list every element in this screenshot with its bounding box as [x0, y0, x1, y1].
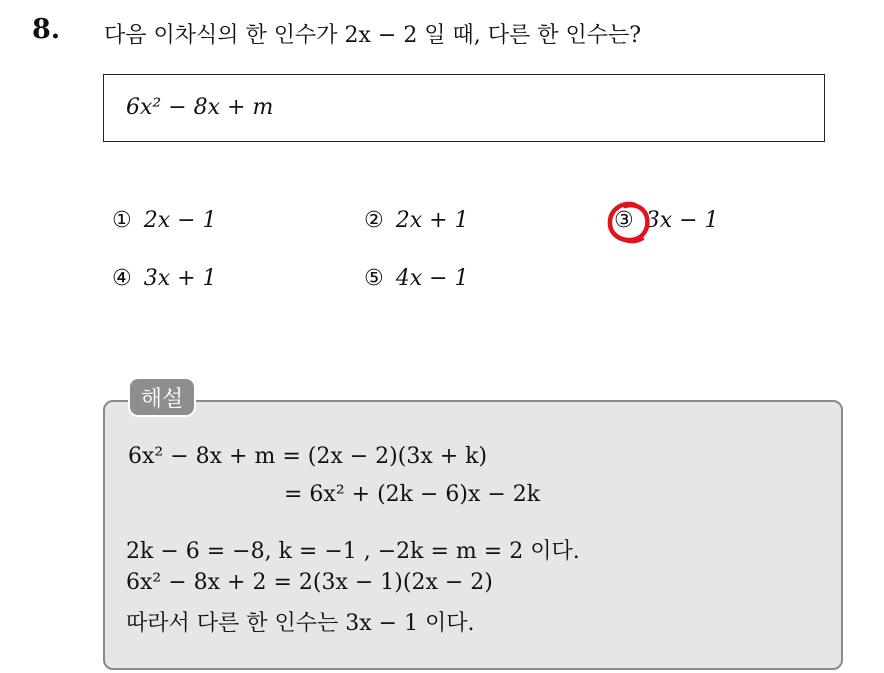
- choice-number: ②: [364, 208, 384, 233]
- solution-label: 해설: [128, 377, 196, 417]
- answer-circle-mark: [605, 199, 653, 245]
- choice-value: 3x − 1: [645, 208, 719, 233]
- choice-1[interactable]: [112, 208, 217, 233]
- expression-text: 6x² − 8x + m: [126, 95, 274, 120]
- choice-2[interactable]: [364, 208, 469, 233]
- question-number: 8.: [32, 14, 61, 45]
- choice-4[interactable]: [112, 266, 217, 291]
- solution-line-1: 6x² − 8x + m = (2x − 2)(3x + k): [128, 444, 488, 469]
- solution-line-5: 따라서 다른 한 인수는 3x − 1 이다.: [126, 611, 475, 636]
- choice-number: ④: [112, 266, 132, 291]
- choice-value: 2x + 1: [395, 208, 469, 233]
- choice-5[interactable]: [364, 266, 469, 291]
- expression-box: [103, 74, 825, 142]
- choice-value: 4x − 1: [395, 266, 469, 291]
- choice-number: ⑤: [364, 266, 384, 291]
- solution-line-2: = 6x² + (2k − 6)x − 2k: [284, 482, 541, 507]
- choice-value: 3x + 1: [143, 266, 217, 291]
- answer-circle-stroke: [610, 204, 647, 240]
- question-text: 다음 이차식의 한 인수가 2x − 2 일 때, 다른 한 인수는?: [104, 23, 642, 48]
- solution-line-3: 2k − 6 = −8, k = −1 , −2k = m = 2 이다.: [126, 539, 580, 564]
- solution-line-4: 6x² − 8x + 2 = 2(3x − 1)(2x − 2): [126, 570, 493, 595]
- choice-number: ③: [614, 208, 634, 233]
- choice-number: ①: [112, 208, 132, 233]
- choice-value: 2x − 1: [143, 208, 217, 233]
